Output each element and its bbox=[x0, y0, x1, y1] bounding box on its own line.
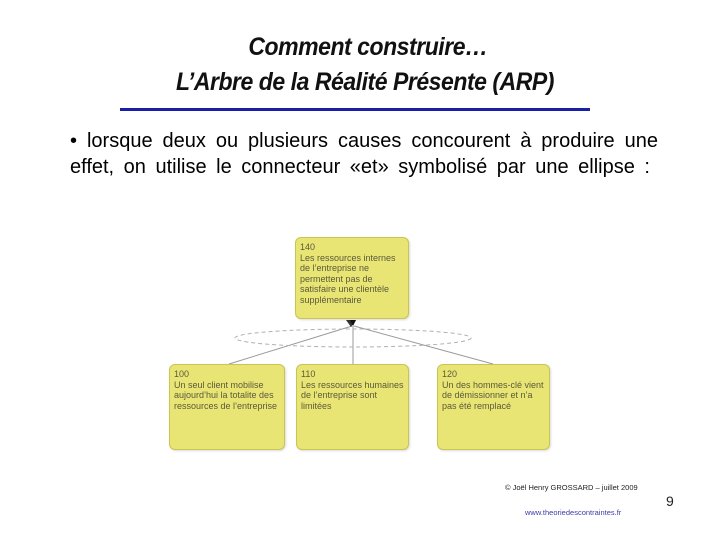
copyright-notice: © Joël Henry GROSSARD – juillet 2009 bbox=[505, 483, 638, 492]
bullet-text: lorsque deux ou plusieurs causes concourent à produire une effet, on utilise le connecteur «et» symbolisé par une ellipse : bbox=[70, 130, 658, 178]
cause-box-100: 100 Un seul client mobilise aujourd’hui la totalite des ressources de l’entreprise bbox=[169, 364, 285, 450]
page-number: 9 bbox=[666, 493, 674, 509]
connector-line-right bbox=[354, 326, 493, 364]
effect-box-140: 140 Les ressources internes de l’entreprise ne permettent pas de satisfaire une clientèle supplémentaire bbox=[295, 237, 409, 319]
bullet-symbol: • bbox=[70, 130, 78, 152]
cause-box-120: 120 Un des hommes-clé vient de démissionner et n’a pas été remplacé bbox=[437, 364, 550, 450]
cause-box-110: 110 Les ressources humaines de l’entreprise sont limitées bbox=[296, 364, 409, 450]
slide-title-line-2: L’Arbre de la Réalité Présente (ARP) bbox=[176, 68, 554, 96]
slide-title-line-1: Comment construire… bbox=[248, 33, 488, 61]
connector-line-left bbox=[229, 326, 352, 364]
website-link[interactable]: www.theoriedescontraintes.fr bbox=[525, 508, 622, 517]
